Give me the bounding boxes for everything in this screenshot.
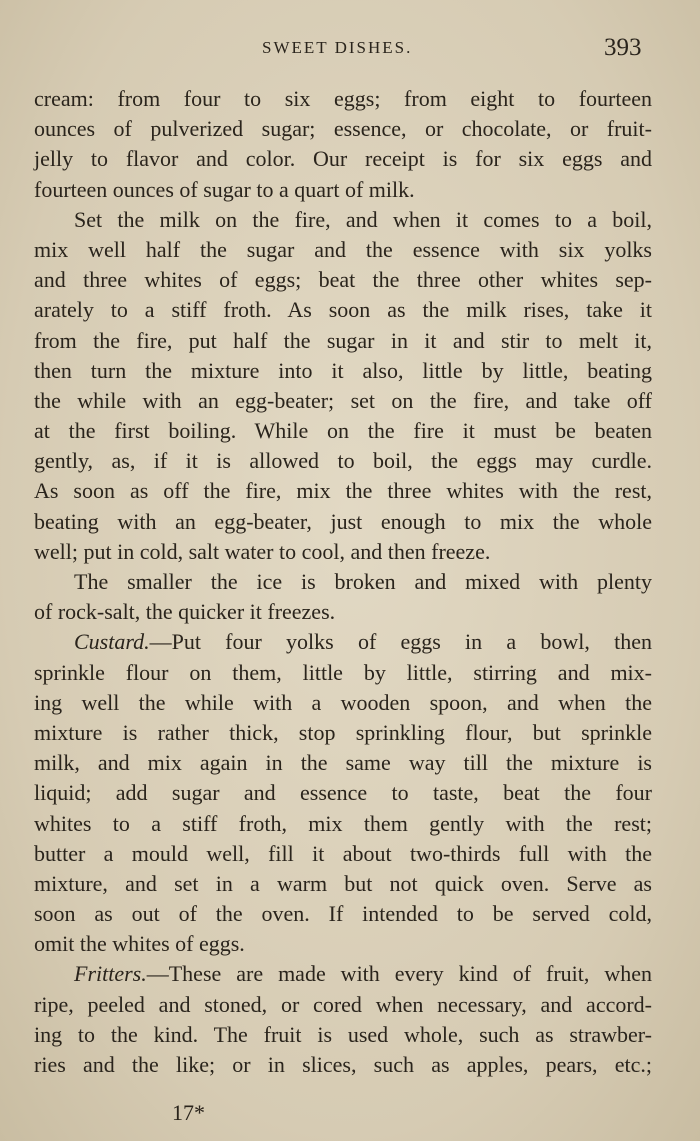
text-line: The smaller the ice is broken and mixed with plenty	[74, 569, 652, 594]
text-line: fourteen ounces of sugar to a quart of milk.	[34, 176, 415, 202]
text-line: milk, and mix again in the same way till the mixture is	[34, 750, 652, 776]
text-line: then turn the mixture into it also, little by little, beating	[34, 357, 652, 383]
text-line: As soon as off the fire, mix the three whites with the rest,	[34, 478, 652, 504]
text-line: ries and the like; or in slices, such as apples, pears, etc.;	[34, 1052, 652, 1077]
text-line: arately to a stiff froth. As soon as the milk rises, take it	[34, 297, 652, 323]
text-line: from the fire, put half the sugar in it and stir to melt it,	[34, 327, 652, 353]
text-line: at the first boiling. While on the fire it must be beaten	[34, 418, 652, 444]
text-line: gently, as, if it is allowed to boil, the eggs may curdle.	[34, 448, 652, 474]
text-line: mix well half the sugar and the essence with six yolks	[34, 236, 652, 262]
signature-mark: 17*	[172, 1100, 205, 1125]
text-line: cream: from four to six eggs; from eight to fourteen	[34, 86, 652, 111]
text-line: Fritters.—These are made with every kind of fruit, when	[74, 961, 652, 987]
recipe-title-custard: Custard.	[74, 629, 150, 655]
body-text	[34, 84, 652, 1080]
text-line: well; put in cold, salt water to cool, and then freeze.	[34, 538, 491, 564]
text-line: ing to the kind. The fruit is used whole, such as strawber-	[34, 1021, 652, 1047]
text-line: of rock-salt, the quicker it freezes.	[34, 599, 336, 625]
text-line: jelly to flavor and color. Our receipt is for six eggs and	[34, 146, 652, 172]
running-head: SWEET DISHES.	[262, 38, 413, 57]
text-line: butter a mould well, fill it about two-thirds full with the	[34, 840, 652, 866]
text-line: Set the milk on the fire, and when it comes to a boil,	[74, 206, 652, 232]
text-line: mixture, and set in a warm but not quick oven. Serve as	[34, 870, 652, 896]
text-line: liquid; add sugar and essence to taste, beat the four	[34, 780, 652, 806]
recipe-title-fritters: Fritters.	[74, 961, 147, 987]
text-line: sprinkle flour on them, little by little, stirring and mix-	[34, 659, 652, 685]
text-line: beating with an egg-beater, just enough to mix the whole	[34, 508, 652, 534]
text-line: mixture is rather thick, stop sprinkling flour, but sprinkle	[34, 719, 652, 745]
text-line: omit the whites of eggs.	[34, 931, 245, 957]
text-line: whites to a stiff froth, mix them gently with the rest;	[34, 810, 652, 836]
page-number: 393	[604, 34, 642, 61]
text-line: ripe, peeled and stoned, or cored when necessary, and accord-	[34, 991, 652, 1017]
text-line: ounces of pulverized sugar; essence, or chocolate, or fruit-	[34, 116, 652, 142]
text-line: and three whites of eggs; beat the three other whites sep-	[34, 267, 652, 293]
text-line: soon as out of the oven. If intended to be served cold,	[34, 901, 652, 927]
text-line: the while with an egg-beater; set on the fire, and take off	[34, 387, 652, 413]
text-line: Custard.—Put four yolks of eggs in a bowl, then	[74, 629, 652, 655]
page-header	[0, 30, 700, 70]
text-line: ing well the while with a wooden spoon, and when the	[34, 689, 652, 715]
